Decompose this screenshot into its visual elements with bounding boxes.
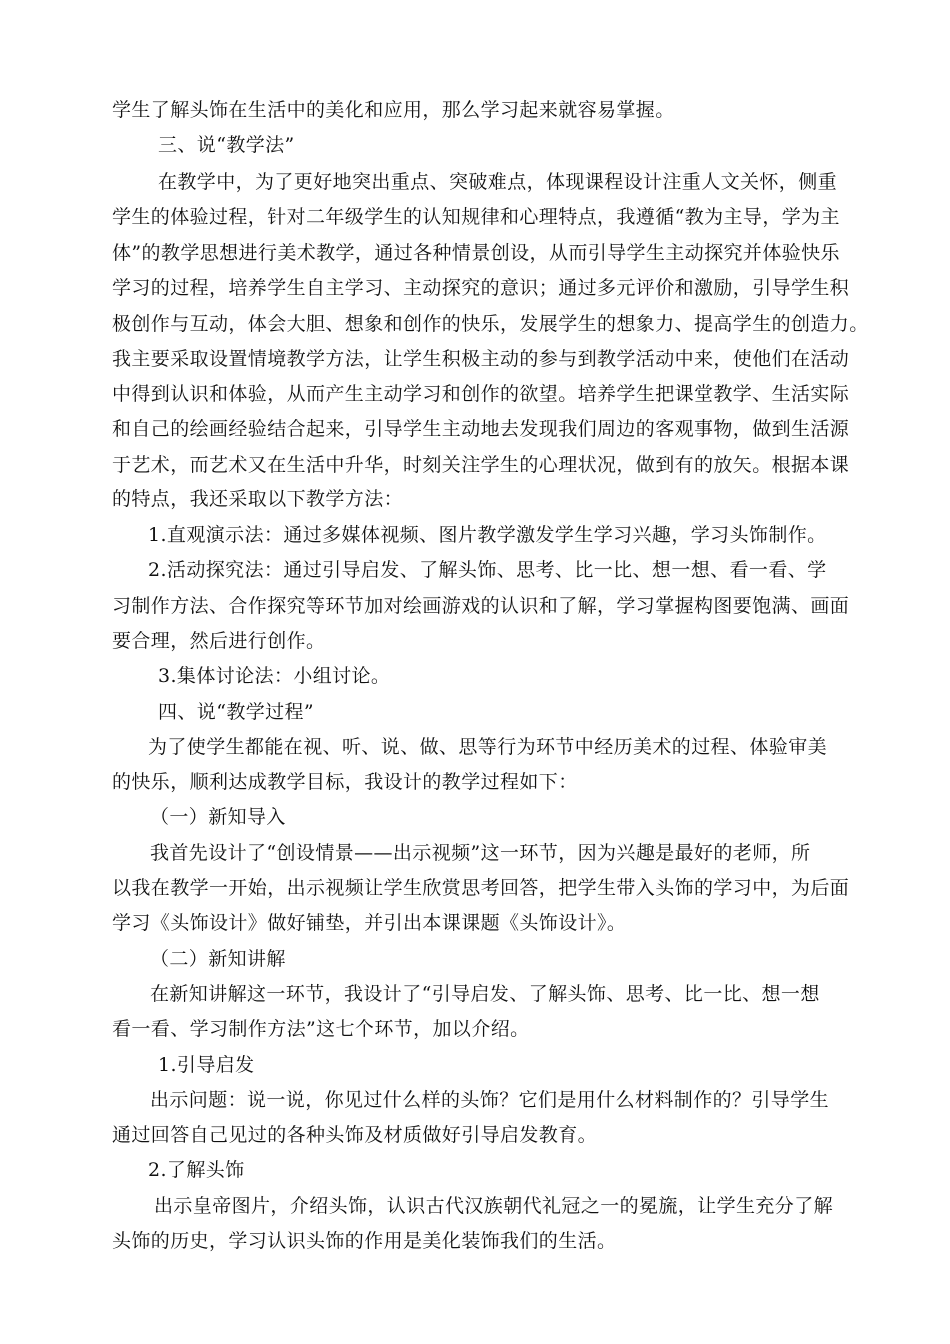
body-line: 我首先设计了“创设情景——出示视频”这一环节，因为兴趣是最好的老师，所	[150, 842, 811, 864]
body-line: 于艺术，而艺术又在生活中升华，时刻关注学生的心理状况，做到有的放矢。根据本课	[112, 454, 850, 476]
body-line: 头饰的历史，学习认识头饰的作用是美化装饰我们的生活。	[112, 1230, 617, 1252]
body-line: 和自己的绘画经验结合起来，引导学生主动地去发现我们周边的客观事物，做到生活源	[112, 418, 850, 440]
body-line: 习制作方法、合作探究等环节加对绘画游戏的认识和了解，学习掌握构图要饱满、画面	[112, 595, 850, 617]
list-item: 3.集体讨论法：小组讨论。	[158, 665, 391, 687]
body-line: 在新知讲解这一环节，我设计了“引导启发、了解头饰、思考、比一比、想一想	[150, 983, 820, 1005]
subsection-heading: （二）新知讲解	[150, 948, 286, 970]
body-line: 学习的过程，培养学生自主学习、主动探究的意识；通过多元评价和激励，引导学生积	[112, 277, 850, 299]
item-heading: 1.引导启发	[158, 1054, 255, 1076]
body-line: 的快乐，顺利达成教学目标，我设计的教学过程如下：	[112, 771, 578, 793]
body-line: 体”的教学思想进行美术教学，通过各种情景创设，从而引导学生主动探究并体验快乐	[112, 242, 840, 264]
body-line: 学生的体验过程，针对二年级学生的认知规律和心理特点，我遵循“教为主导，学为主	[112, 206, 840, 228]
body-line: 学习《头饰设计》做好铺垫，并引出本课课题《头饰设计》。	[112, 912, 627, 934]
body-line: 极创作与互动，体会大胆、想象和创作的快乐，发展学生的想象力、提高学生的创造力。	[112, 313, 869, 335]
body-line: 看一看、学习制作方法”这七个环节，加以介绍。	[112, 1018, 530, 1040]
list-item: 1.直观演示法：通过多媒体视频、图片教学激发学生学习兴趣，学习头饰制作。	[148, 524, 827, 546]
body-line: 以我在教学一开始，出示视频让学生欣赏思考回答，把学生带入头饰的学习中，为后面	[112, 877, 850, 899]
body-line: 中得到认识和体验，从而产生主动学习和创作的欲望。培养学生把课堂教学、生活实际	[112, 383, 850, 405]
section-heading: 四、说“教学过程”	[158, 701, 315, 723]
body-line: 出示问题：说一说，你见过什么样的头饰？它们是用什么材料制作的？引导学生	[150, 1089, 830, 1111]
item-heading: 2.了解头饰	[148, 1159, 245, 1181]
body-line: 要合理，然后进行创作。	[112, 630, 326, 652]
body-line: 在教学中，为了更好地突出重点、突破难点，体现课程设计注重人文关怀，侧重	[158, 171, 838, 193]
list-item: 2.活动探究法：通过引导启发、了解头饰、思考、比一比、想一想、看一看、学	[148, 559, 827, 581]
body-line: 出示皇帝图片，介绍头饰，认识古代汉族朝代礼冠之一的冕旒，让学生充分了解	[154, 1195, 834, 1217]
subsection-heading: （一）新知导入	[150, 806, 286, 828]
body-line: 为了使学生都能在视、听、说、做、思等行为环节中经历美术的过程、体验审美	[148, 736, 828, 758]
body-line: 通过回答自己见过的各种头饰及材质做好引导启发教育。	[112, 1124, 598, 1146]
section-heading: 三、说“教学法”	[158, 134, 295, 156]
body-line: 我主要采取设置情境教学方法，让学生积极主动的参与到教学活动中来，使他们在活动	[112, 348, 850, 370]
body-line: 的特点，我还采取以下教学方法：	[112, 488, 404, 510]
body-line: 学生了解头饰在生活中的美化和应用，那么学习起来就容易掌握。	[112, 99, 675, 121]
